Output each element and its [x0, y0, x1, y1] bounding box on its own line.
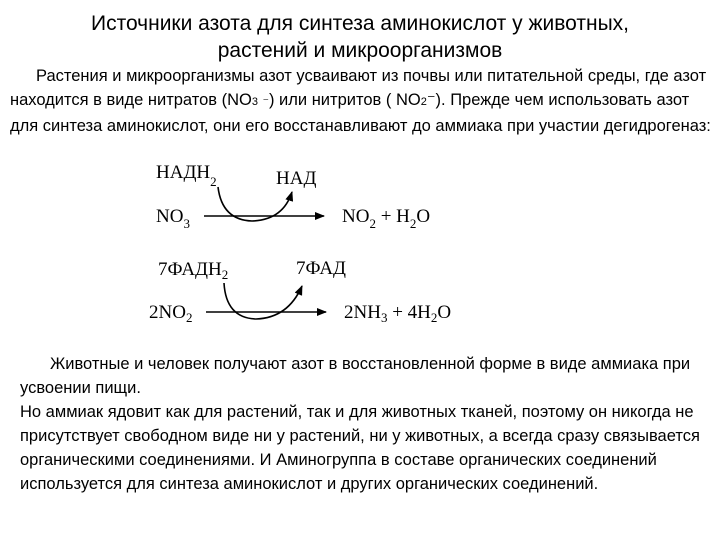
r2-cofactor-in: $7ФАДН_2$ [158, 259, 229, 282]
r1-cofactor-in: $НАДН_2$ [156, 162, 217, 189]
r1-product: $NO_2 + H_2O$ [342, 206, 431, 231]
paragraph-animals-ammonia [20, 352, 710, 496]
r2-cofactor-arrow [224, 283, 302, 319]
p1-no2-subscript: 2 [420, 96, 427, 108]
p1-text-2: ) или нитритов ( NO [268, 91, 421, 109]
r2-reactant: $2NO_2$ [149, 302, 193, 325]
r1-cofactor-out: НАД [276, 168, 317, 189]
title-line-2: растений и микроорганизмов [217, 39, 503, 62]
p1-text-3: ⁻). Прежде чем использовать азот для синтеза аминокислот, они его восстанавливают до аммиака при участии дегидрогеназ: [10, 91, 711, 135]
p2-line-2: Но аммиак ядовит как для растений, так и для животных тканей, поэтому он никогда не присутствует свободном виде ни у растений, ни у животных, а всегда сразу связывается органическими соединениями. И Аминогруппа в составе органических соединений используется для синтеза аминокислот и других органических соединений. [20, 403, 700, 493]
p1-no3-subscript: 3 [251, 96, 259, 108]
p2-line-1: Животные и человек получают азот в восстановленной форме в виде аммиака при усвоении пищи. [20, 355, 691, 397]
p1-minus: ⁻ [262, 94, 269, 108]
r2-product: $2NH_3 + 4H_2O$ [344, 302, 452, 325]
r2-cofactor-out: 7ФАД [296, 258, 346, 279]
r1-reactant: $NO_3$ [156, 206, 190, 231]
title-line-1: Источники азота для синтеза аминокислот у животных, [90, 12, 630, 35]
p1-text-1: Растения и микроорганизмы азот усваивают из почвы или питательной среды, где азот находится в виде нитратов (NO [10, 67, 707, 109]
